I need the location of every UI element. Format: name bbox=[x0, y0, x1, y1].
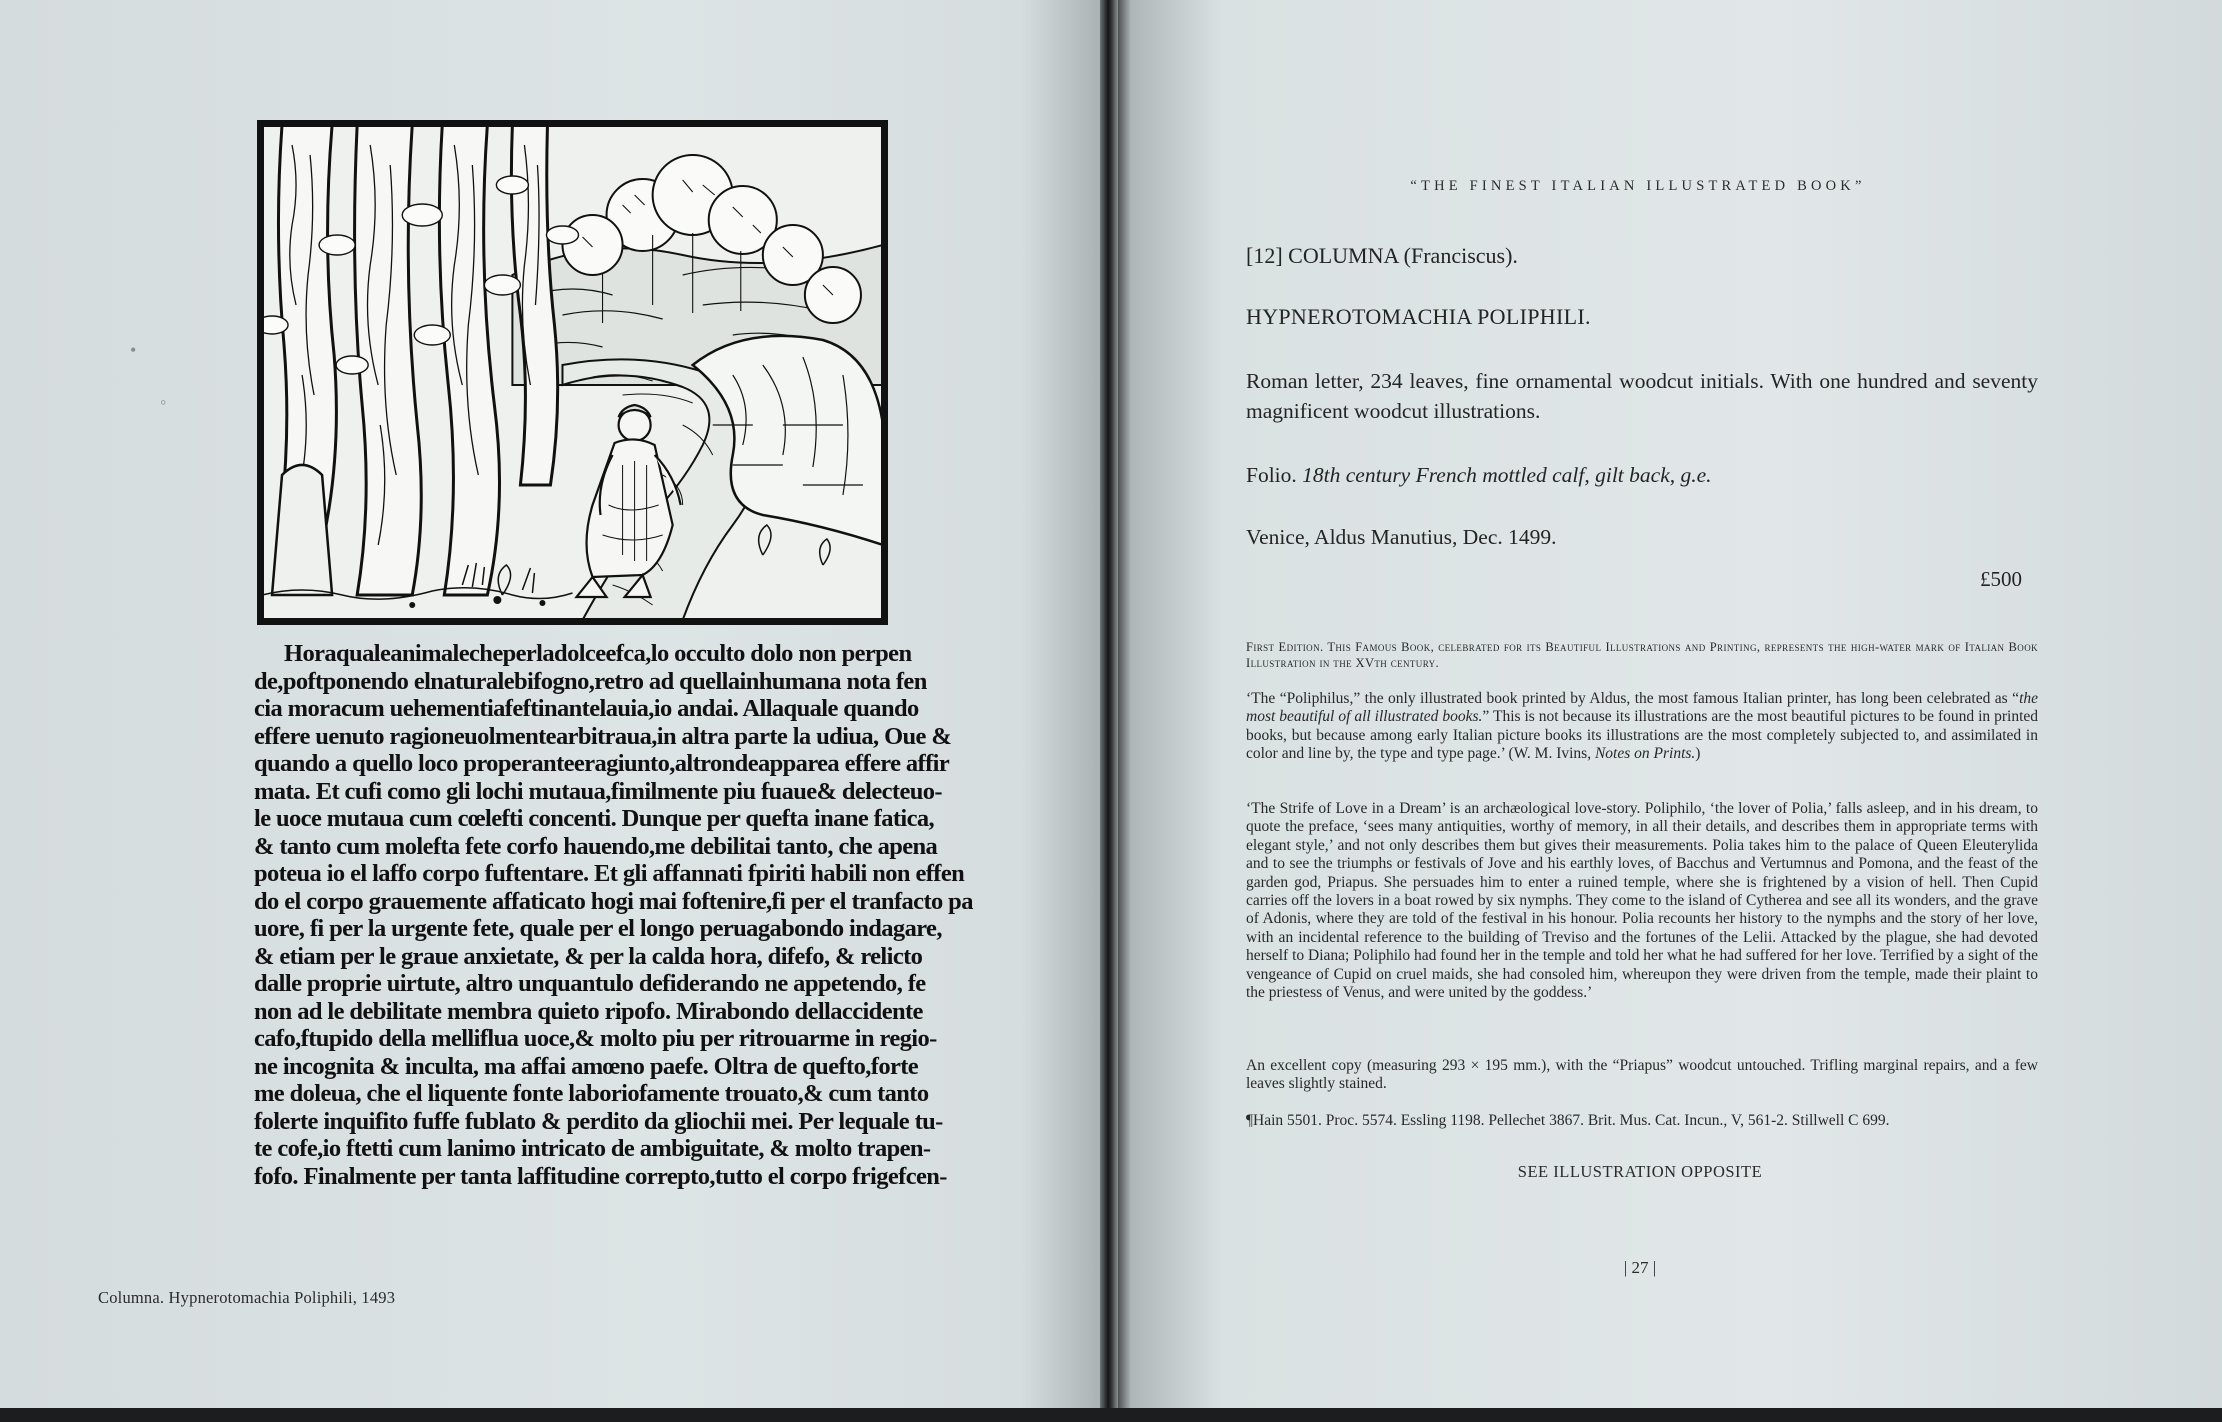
latin-line: ne incognita & inculta, ma affai amœno paefe. Oltra de quefto,forte bbox=[254, 1052, 919, 1080]
quote-emphasis: the most beautiful of all illustrated books. bbox=[1246, 690, 2038, 726]
quote-text: ‘The “Poliphilus,” the only illustrated book printed by Aldus, the most famous Italian printer, has long been celebrated as “ bbox=[1246, 690, 2020, 707]
bibliographic-references: ¶Hain 5501. Proc. 5574. Essling 1198. Pellechet 3867. Brit. Mus. Cat. Incun., V, 561-2. Stillwell C 699. bbox=[1246, 1112, 1890, 1129]
entry-heading bbox=[1246, 243, 1518, 269]
latin-line: cafo,ftupido della melliflua uoce,& molto piu per ritrouarme in regio- bbox=[254, 1025, 937, 1052]
latin-line: mata. Et cufi como gli lochi mutaua,fimilmente piu fuaue& delecteuo- bbox=[254, 777, 942, 805]
latin-line: poteua io el laffo corpo fuftentare. Et gli affannati fpiriti habili non effen bbox=[254, 860, 965, 887]
quote-text: ” This is not because its illustrations are the most beautiful pictures to be found in printed books, but because among early Italian picture books its illustrations are the most completely subjected to, and assimilated in color and line by, the type and type page.’ (W. M. Ivins, bbox=[1246, 708, 2039, 763]
book-format: Folio. bbox=[1246, 463, 1297, 487]
book-title: HYPNEROTOMACHIA POLIPHILI. bbox=[1246, 304, 1591, 329]
page-number: | 27 | bbox=[1623, 1258, 1657, 1277]
entry-author: COLUMNA (Franciscus). bbox=[1288, 243, 1518, 268]
latin-line: dalle proprie uirtute, altro unquantulo defiderando ne appetendo, fe bbox=[254, 970, 926, 997]
latin-line: & tanto cum molefta fete corfo hauendo,me debilitai tanto, che apena bbox=[254, 832, 938, 860]
latin-line: cia moracum uehementiafeftinantelauia,io andai. Allaquale quando bbox=[254, 695, 919, 722]
price: £500 bbox=[1980, 567, 2022, 591]
latin-line: de,poftponendo elnaturalebifogno,retro ad quellainhumana nota fen bbox=[254, 667, 927, 695]
quote-text: ) bbox=[1695, 745, 1701, 763]
latin-line: Horaqualeanimalecheperladolceefca,lo occulto dolo non perpen bbox=[284, 640, 912, 667]
first-edition-note: First Edition. This Famous Book, celebrated for its Beautiful Illustrations and Printing, represents the high-water mark of Italian Book Illustration in the XVth century. bbox=[1246, 640, 2038, 670]
latin-line: non ad le debilitate membra quieto ripofo. Mirabondo dellaccidente bbox=[254, 997, 923, 1025]
woodcut-illustration bbox=[257, 120, 888, 625]
latin-text-block bbox=[254, 640, 973, 1190]
see-illustration-note: SEE ILLUSTRATION OPPOSITE bbox=[1517, 1162, 1763, 1181]
book-description: Roman letter, 234 leaves, fine ornamental woodcut initials. With one hundred and seventy magnificent woodcut illustrations. bbox=[1246, 369, 2038, 423]
book-format-binding bbox=[1246, 460, 2038, 490]
book-imprint: Venice, Aldus Manutius, Dec. 1499. bbox=[1246, 525, 1557, 549]
latin-line: fofo. Finalmente per tanta laffitudine correpto,tutto el corpo frigefcen- bbox=[254, 1162, 947, 1190]
story-summary: ‘The Strife of Love in a Dream’ is an archæological love-story. Poliphilo, ‘the lover of Polia,’ falls asleep, and in his dream, to quote the preface, ‘sees many antiquities, worthy of memory, in all their details, and describes them in appropriate terms with elegant style,’ and not only describes them but gives their measurements. Polia takes him to the palace of Queen Eleuterylida and to see the triumphs or festivals of Jove and his earthly loves, of Bacchus and Vertumnus and Pomona, and the feast of the garden god, Priapus. She persuades him to enter a ruined temple, where she is frightened by a vision of hell. Then Cupid carries off the lovers in a boat rowed by six nymphs. They come to the island of Cytherea and see all its wonders, and the grave of Adonis, where they are told of the festival in his honour. Polia recounts her history to the nymphs and the story of her love, with an incidental reference to the building of Treviso and the fortunes of the Lelii. Attacked by the plague, she had devoted herself to Diana; Poliphilo had found her in the temple and told her what he had suffered for her love. Terrified by a sight of the vengeance of Cupid on cruel maids, she had consoled him, whereupon they were driven from the temple, made their plaint to the priestess of Venus, and were united by the goddess.’ bbox=[1246, 800, 2038, 1002]
latin-line: folerte inquifito fuffe fublato & perdito da gliochii mei. Per lequale tu- bbox=[254, 1107, 943, 1135]
quote-source: Notes on Prints. bbox=[1594, 745, 1696, 763]
latin-line: effere uenuto ragioneuolmentearbitraua,in altra parte la udiua, Oue & bbox=[254, 722, 952, 750]
latin-line: do el corpo grauemente affaticato hogi mai foftenire,fi per el tranfacto pa bbox=[254, 887, 973, 915]
latin-line: quando a quello loco properanteeragiunto,altrondeapparea effere affir bbox=[254, 750, 950, 777]
left-caption: Columna. Hypnerotomachia Poliphili, 1493 bbox=[98, 1288, 396, 1307]
ivins-quote bbox=[1246, 690, 2038, 764]
latin-line: te cofe,io ftetti cum lanimo intricato de ambiguitate, & molto trapen- bbox=[254, 1135, 931, 1162]
woodcut-forest-scene bbox=[262, 125, 883, 620]
latin-line: uore, fi per la urgente fete, quale per el longo peruagabondo indagare, bbox=[254, 915, 942, 942]
latin-line: me doleua, che el liquente fonte laboriofamente trouato,& cum tanto bbox=[254, 1080, 929, 1107]
entry-number: [12] bbox=[1246, 243, 1283, 268]
condition-note: An excellent copy (measuring 293 × 195 mm.), with the “Priapus” woodcut untouched. Trifling marginal repairs, and a few leaves slightly stained. bbox=[1246, 1057, 2038, 1093]
latin-line: le uoce mutaua cum cœlefti concenti. Dunque per quefta inane fatica, bbox=[254, 805, 935, 832]
paper-speck: • bbox=[130, 340, 137, 360]
paper-speck: ◦ bbox=[160, 392, 167, 412]
running-head: “THE FINEST ITALIAN ILLUSTRATED BOOK” bbox=[1410, 178, 1866, 194]
latin-line: & etiam per le graue anxietate, & per la calda hora, difefo, & relicto bbox=[254, 942, 923, 970]
book-binding: 18th century French mottled calf, gilt back, g.e. bbox=[1302, 463, 1712, 487]
